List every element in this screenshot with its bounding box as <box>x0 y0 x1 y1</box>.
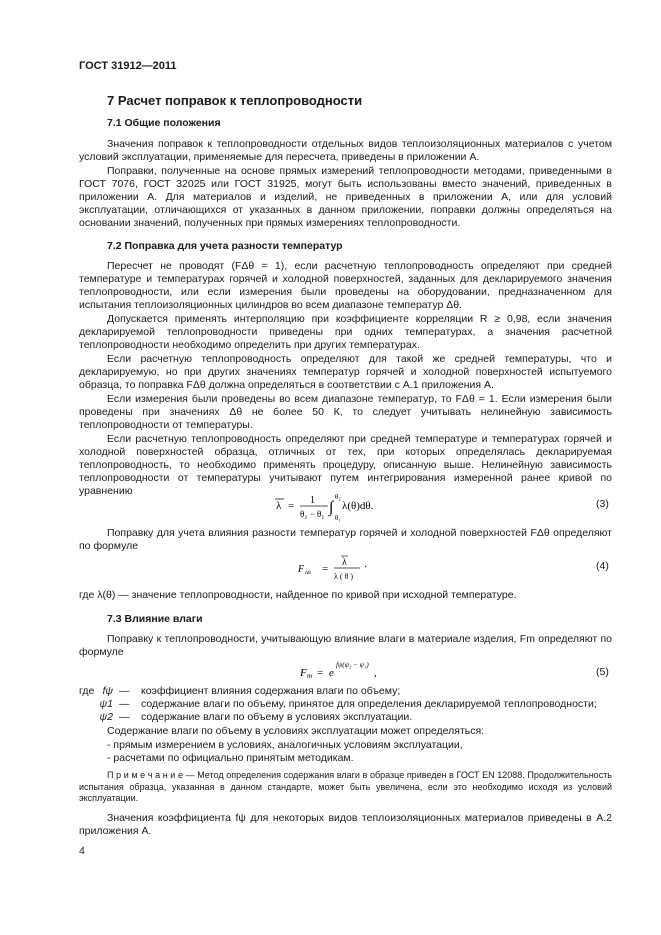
svg-text:λ(θ)dθ.: λ(θ)dθ. <box>342 500 374 512</box>
svg-text:·: · <box>364 562 368 573</box>
s72-paragraph-5: Если расчетную теплопроводность определяют при средней температуре и температурах горячей и холодной поверхностей образца, отличных от тех, при которых определялась декларируемая теплопроводность, то необходимо применять процедуру, описанную выше. Нелинейную зависимость теплопроводности от температуры учитывают путем интегрирования измеренной ранее кривой по уравнению <box>79 433 612 498</box>
definition-symbol: ψ2 <box>99 711 113 724</box>
section-7-1-title: 7.1 Общие положения <box>107 117 221 129</box>
svg-text:λ: λ <box>342 557 347 568</box>
definition-symbol: fψ <box>102 685 113 697</box>
equation-3 <box>270 490 400 526</box>
s72-paragraph-3: Если расчетную теплопроводность определяют для такой же средней температуры, что и декларируемую, но при других значениях температур горячей и холодной поверхностей испытуемого образца, то поправка FΔθ должна определяться в соответствии с А.1 приложения А. <box>79 353 612 392</box>
svg-text:F: F <box>300 667 307 679</box>
svg-text:λ ( θ ): λ ( θ ) <box>334 572 354 581</box>
equation-5-number: (5) <box>596 666 609 678</box>
svg-text:fψ(ψ₂ − ψ₁): fψ(ψ₂ − ψ₁) <box>336 661 369 669</box>
s72-paragraph-1: Пересчет не проводят (FΔθ = 1), если расчетную теплопроводность определяют при средней температуре и температурах горячей и холодной поверхностей, заданных для декларируемого значения теплопроводности, или если измерения были проведены на оборудовании, предназначенном для испытания теплоизоляционных цилиндров во всем диапазоне температур Δθ. <box>79 260 612 312</box>
section-7-3-title: 7.3 Влияние влаги <box>107 613 203 625</box>
s71-paragraph-2: Поправки, полученные на основе прямых измерений теплопроводности методами, приведенными в ГОСТ 7076, ГОСТ 32025 или ГОСТ 31925, могут быть использованы вместо значений, приведенных в приложении А. Для материалов и изделий, не приведенных в приложении А, или для условий эксплуатации, отличающихся от указанных в данном приложении, поправки должны определяться на основании значений, полученных при прямых измерениях теплопроводности. <box>79 165 612 230</box>
definition-symbol: ψ1 <box>99 698 113 711</box>
svg-text:1: 1 <box>310 495 315 506</box>
svg-text:θ₂ − θ₁: θ₂ − θ₁ <box>300 509 325 519</box>
list-item: - прямым измерением в условиях, аналогичных условиям эксплуатации, <box>107 739 463 751</box>
where-lead: где λ(θ) — <box>79 589 129 601</box>
definition-dash: — <box>119 698 130 711</box>
s73-paragraph-1: Поправку к теплопроводности, учитывающую влияние влаги в материале изделия, Fm определяют по формуле <box>79 633 612 659</box>
svg-text:=: = <box>322 563 329 575</box>
note: П р и м е ч а н и е — Метод определения содержания влаги в образце приведен в ГОСТ EN 12088. Продолжительность испытания образца, указанная в данном стандарте, может быть увеличена, если это необходимо исходя из условий эксплуатации. <box>79 770 612 803</box>
s73-paragraph-2: Содержание влаги по объему в условиях эксплуатации может определяться: <box>107 725 485 737</box>
svg-text:=: = <box>317 667 324 679</box>
definition-description: содержание влаги по объему в условиях эксплуатации. <box>141 711 413 724</box>
s72-paragraph-2: Допускается применять интерполяцию при коэффициенте корреляции R ≥ 0,98, если значения декларируемой теплопроводности приведены при одних температурах, а значения расчетной теплопроводности необходимо определить при других температурах. <box>79 313 612 352</box>
svg-text:θ₂: θ₂ <box>335 493 341 501</box>
svg-text:Δθ: Δθ <box>305 571 311 576</box>
s72-paragraph-6: Поправку для учета влияния разности температур горячей и холодной поверхностей FΔθ определяют по формуле <box>79 527 612 553</box>
equation-4 <box>296 553 376 587</box>
definition-description: содержание влаги по объему, принятое для определения декларируемой теплопроводности; <box>141 698 597 711</box>
s73-paragraph-3: Значения коэффициента fψ для некоторых видов теплоизоляционных материалов приведены в А.2 приложения А. <box>79 812 612 838</box>
definition-row <box>79 711 612 724</box>
definition-description: коэффициент влияния содержания влаги по объему; <box>141 685 401 697</box>
svg-text:=: = <box>288 500 295 512</box>
s72-paragraph-4: Если измерения были проведены во всем диапазоне температур, то FΔθ = 1. Если измерения были проведены при значениях Δθ не более 50 К, то следует учитывать нелинейную зависимость теплопроводности от температуры. <box>79 393 612 432</box>
list-item: - расчетами по официально принятым методикам. <box>107 752 354 764</box>
svg-text:F: F <box>298 564 305 575</box>
equation-5-definitions <box>79 685 612 725</box>
document-header: ГОСТ 31912—2011 <box>79 60 177 72</box>
svg-text:m: m <box>307 672 313 680</box>
page-number: 4 <box>79 845 85 857</box>
section-7-title: 7 Расчет поправок к теплопроводности <box>107 93 363 108</box>
s71-paragraph-1: Значения поправок к теплопроводности отдельных видов теплоизоляционных материалов с учетом условий эксплуатации, применяемые для пересчета, приведены в приложении А. <box>79 138 612 164</box>
where-description: значение теплопроводности, найденное по кривой при исходной температуре. <box>131 589 517 601</box>
definition-dash: — <box>119 711 130 724</box>
where-label: где <box>79 685 95 697</box>
svg-text:θ₁: θ₁ <box>335 514 341 522</box>
svg-text:e: e <box>329 667 334 679</box>
equation-4-number: (4) <box>596 560 609 572</box>
equation-3-number: (3) <box>596 498 609 510</box>
svg-text:,: , <box>374 667 377 679</box>
definition-row <box>79 685 612 698</box>
definition-row <box>79 698 612 711</box>
equation-4-where <box>79 589 612 602</box>
definition-dash: — <box>119 685 130 697</box>
svg-text:∫: ∫ <box>329 499 334 516</box>
section-7-2-title: 7.2 Поправка для учета разности температур <box>107 240 343 252</box>
svg-text:λ: λ <box>276 500 282 512</box>
equation-5 <box>300 658 400 682</box>
